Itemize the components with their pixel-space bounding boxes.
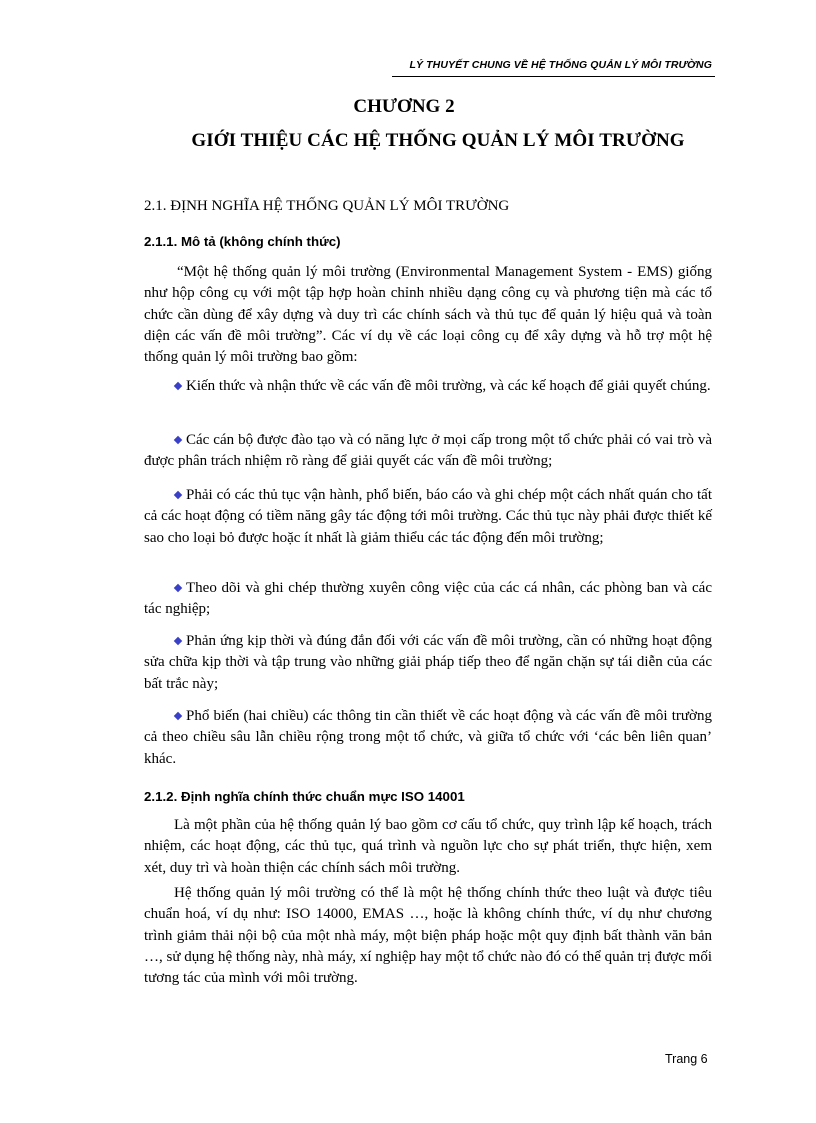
header-rule (392, 76, 715, 77)
list-item-text: Phản ứng kịp thời và đúng đắn đối với các vấn đề môi trường, cần có những hoạt động sửa chữa kịp thời và tập trung vào những giải pháp tiếp theo để ngăn chặn sự tái diễn của các bất trắc này; (144, 633, 712, 692)
list-item (144, 631, 712, 695)
ems-paragraph: Hệ thống quản lý môi trường có thể là một hệ thống chính thức theo luật và được tiêu chuẩn hoá, ví dụ như: ISO 14000, EMAS …, hoặc là không chính thức, ví dụ như chương trình giảm thải nội bộ của một nhà máy, một biện pháp hoặc một quy định bất thành văn bản …, sử dụng hệ thống này, nhà máy, xí nghiệp hay một tổ chức nào đó có thể quản trị được mối tương tác của mình với môi trường. (144, 885, 712, 987)
list-item-text: Kiến thức và nhận thức về các vấn đề môi trường, và các kế hoạch để giải quyết chúng. (186, 378, 711, 394)
list-item (144, 376, 712, 397)
intro-paragraph: “Một hệ thống quản lý môi trường (Environmental Management System - EMS) giống như hộp công cụ với một tập hợp hoàn chỉnh nhiều dạng công cụ và phương tiện mà các tổ chức cần dùng để xây dựng và duy trì các chính sách và thủ tục để quản lý hiệu quả và toàn diện các vấn đề môi trường”. Các ví dụ về các loại công cụ để xây dựng và hỗ trợ một hệ thống quản lý môi trường bao gồm: (144, 264, 712, 366)
diamond-bullet-icon (174, 583, 182, 591)
list-item-text: Các cán bộ được đào tạo và có năng lực ở mọi cấp trong một tổ chức phải có vai trò và được phân trách nhiệm rõ ràng để giải quyết các vấn đề môi trường; (144, 432, 712, 470)
list-item-text: Phổ biến (hai chiều) các thông tin cần thiết về các hoạt động và các vấn đề môi trường cả theo chiều sâu lẫn chiều rộng trong một tổ chức, và giữa tổ chức với ‘các bên liên quan’ khác. (144, 708, 712, 767)
list-item (144, 430, 712, 473)
chapter-title: GIỚI THIỆU CÁC HỆ THỐNG QUẢN LÝ MÔI TRƯỜNG (191, 130, 685, 151)
list-item (144, 578, 712, 621)
iso-definition-paragraph: Là một phần của hệ thống quản lý bao gồm cơ cấu tổ chức, quy trình lập kế hoạch, trách nhiệm, các hoạt động, các thủ tục, quá trình và nguồn lực cho sự phát triển, thực hiện, xem xét, duy trì và hoàn thiện các chính sách môi trường. (144, 817, 712, 876)
page-number: Trang 6 (665, 1052, 708, 1066)
list-item-text: Theo dõi và ghi chép thường xuyên công việc của các cá nhân, các phòng ban và các tác nghiệp; (144, 580, 712, 618)
list-item (144, 706, 712, 770)
diamond-bullet-icon (174, 636, 182, 644)
diamond-bullet-icon (174, 435, 182, 443)
subsection-heading-1: 2.1.1. Mô tả (không chính thức) (144, 234, 341, 249)
section-heading: 2.1. ĐỊNH NGHĨA HỆ THỐNG QUẢN LÝ MÔI TRƯỜNG (144, 198, 510, 214)
diamond-bullet-icon (174, 381, 182, 389)
chapter-number: CHƯƠNG 2 (353, 96, 455, 117)
diamond-bullet-icon (174, 711, 182, 719)
list-item (144, 485, 712, 549)
running-header: LÝ THUYẾT CHUNG VỀ HỆ THỐNG QUẢN LÝ MÔI TRƯỜNG (409, 59, 712, 71)
subsection-heading-2: 2.1.2. Định nghĩa chính thức chuẩn mực ISO 14001 (144, 789, 465, 804)
list-item-text: Phải có các thủ tục vận hành, phổ biến, báo cáo và ghi chép một cách nhất quán cho tất cả các hoạt động có tiềm năng gây tác động tới môi trường. Các thủ tục này phải được thiết kế sao cho loại bỏ được hoặc ít nhất là giảm thiểu các tác động đến môi trường; (144, 487, 712, 546)
diamond-bullet-icon (174, 490, 182, 498)
